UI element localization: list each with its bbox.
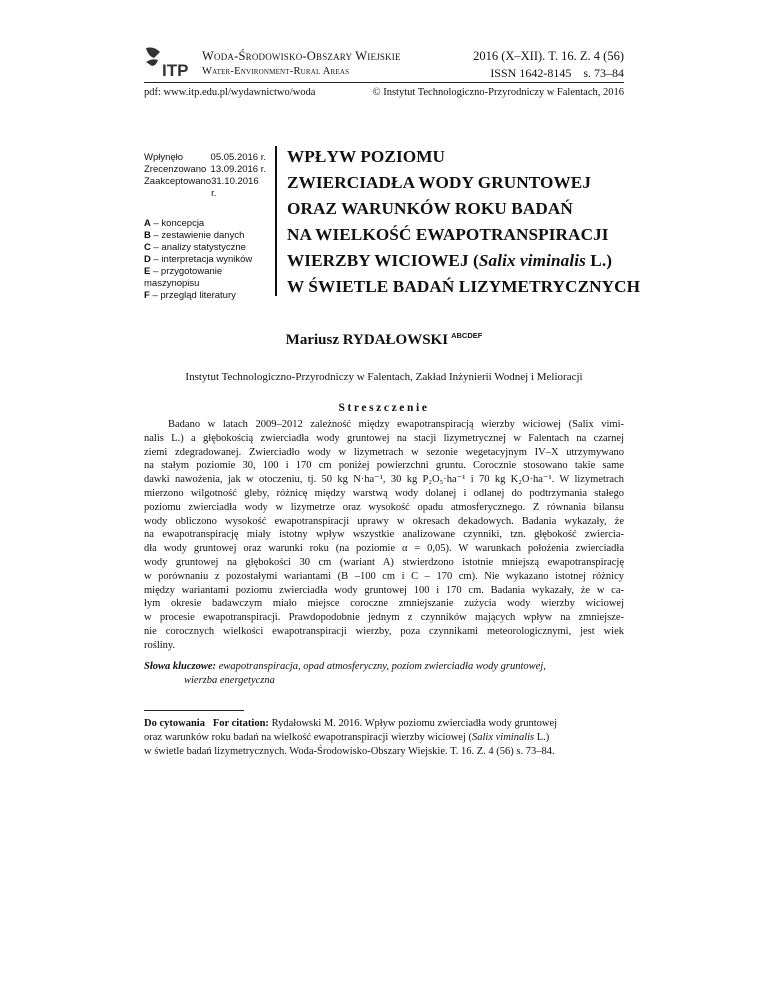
citation-separator: [144, 710, 244, 711]
pdf-link[interactable]: pdf: www.itp.edu.pl/wydawnictwo/woda: [144, 87, 316, 98]
issue-info: 2016 (X–XII). T. 16. Z. 4 (56): [473, 49, 624, 63]
author-roles: ABCDEF: [451, 331, 483, 340]
author-name: Mariusz RYDAŁOWSKI: [285, 332, 449, 348]
abstract-line: łym okresie badawczym miało miejsce coroczne zmniejszanie zużycia wody wierzby wiciowej: [144, 598, 624, 610]
abstract-line: nie corocznych wielkości ewapotranspiracji wierzby, poza czynnikami meteorologicznymi, jest wiek: [144, 625, 624, 637]
abstract-line: w porównaniu z pozostałymi wariantami (B –100 cm i C – 170 cm). Nie wykazano istotnej różnicy: [144, 570, 624, 582]
title-divider: [275, 146, 277, 296]
article-title: WPŁYW POZIOMU ZWIERCIADŁA WODY GRUNTOWEJ ORAZ WARUNKÓW ROKU BADAŃ NA WIELKOŚĆ EWAPOTRANSPIRACJI WIERZBY WICIOWEJ (Salix viminalis L.) W ŚWIETLE BADAŃ LIZYMETRYCZNYCH: [287, 147, 641, 296]
abstract-line: w procesie ewapotranspiracji. Prawdopodobnie jednym z czynników mających wpływ na zmniejsze-: [144, 612, 624, 624]
role-d: D – interpretacja wyników: [144, 254, 253, 265]
affiliation: Instytut Technologiczno-Przyrodniczy w Falentach, Zakład Inżynierii Wodnej i Melioracji: [185, 371, 583, 383]
abstract-heading: Streszczenie: [338, 402, 430, 414]
abstract-line: rośliny.: [144, 639, 176, 651]
author-contributions: [144, 218, 274, 302]
abstract-line: wody gruntowej na głębokości 30 cm (wariant A) stwierdzono istotnie mniejszą ewapotranspirację: [144, 556, 624, 568]
keywords: Słowa kluczowe: ewapotranspiracja, opad atmosferyczny, poziom zwierciadła wody gruntowej, wierzba energetyczna: [144, 661, 546, 686]
author: [0, 331, 768, 349]
logo-leaf-icon: [146, 48, 160, 59]
journal-name-en: Water-Environment-Rural Areas: [202, 66, 350, 77]
abstract-line: wody obliczono wysokość ewapotranspiracji uprawy w okresach dekadowych. Badania wykazały, że: [144, 515, 624, 527]
date-accepted: Zaakceptowano 31.10.2016 r.: [144, 176, 259, 199]
citation: Do cytowania For citation: Rydałowski M. 2016. Wpływ poziomu zwierciadła wody gruntowej oraz warunków roku badań na wielkość ewapotranspiracji wierzby wiciowej (Salix viminalis L.) w świetle badań lizymetrycznych. Woda-Środowisko-Obszary Wiejskie. T. 16. Z. 4 (56) s. 73–84.: [144, 718, 558, 757]
abstract-line: nalis L.) a głębokością zwierciadła wody gruntowej na stacji lizymetrycznej w Falentach na czarnej: [144, 432, 624, 444]
abstract-line: poziomu zwierciadła wody w lizymetrze oraz wysokość opadu atmosferycznego. Z równania bilansu: [144, 501, 624, 513]
abstract-line: Badano w latach 2009–2012 zależność między ewapotranspiracją wierzby wiciowej (Salix vimi-: [168, 419, 624, 430]
role-c: C – analizy statystyczne: [144, 242, 246, 253]
keywords-label: Słowa kluczowe:: [144, 661, 217, 672]
abstract-line: mierzono wilgotność gleby, różnicę między warstwą wody dolanej i odlanej do podtrzymania stałego: [144, 487, 624, 499]
abstract-line: na ewapotranspirację miały istotny wpływ wszystkie analizowane czynniki, tzn. głębokość zwiercia-: [144, 529, 624, 541]
abstract-line: dła wody gruntowej oraz warunki roku (na poziomie α = 0,05). W warunkach położenia zwierciadła: [144, 543, 624, 555]
abstract-line: ziemi zdegradowanej. Zwierciadło wody w lizymetrach w sezonie wegetacyjnym IV–X utrzymywano: [144, 446, 624, 458]
abstract-line: dawki nawożenia, jak w otoczeniu, tj. 50 kg N·ha⁻¹, 30 kg P₂O₅·ha⁻¹ i 70 kg K₂O·ha⁻¹. W lizymetrach: [144, 474, 624, 486]
copyright: © Instytut Technologiczno-Przyrodniczy w Falentach, 2016: [372, 87, 624, 98]
role-f: F – przegląd literatury: [144, 290, 236, 301]
role-b: B – zestawienie danych: [144, 230, 245, 241]
submission-dates: [144, 152, 266, 200]
journal-name-pl: Woda-Środowisko-Obszary Wiejskie: [202, 49, 401, 63]
role-a: A – koncepcja: [144, 218, 205, 229]
itp-logo: [144, 46, 196, 80]
issn-pages: ISSN 1642-8145 s. 73–84: [490, 66, 624, 80]
logo-text: ITP: [162, 61, 189, 80]
header-rule: [144, 82, 624, 83]
role-e: E – przygotowanie maszynopisu: [144, 266, 223, 289]
abstract-line: na stałym poziomie 30, 100 i 170 cm poniżej powierzchni gruntu. Corocznie stosowano takie same: [144, 460, 624, 472]
date-received: Wpłynęło 05.05.2016 r.: [144, 152, 266, 163]
abstract-line: między wariantami poziomu zwierciadła wody gruntowej 100 i 170 cm. Badania wykazały, że w ca-: [144, 584, 624, 596]
abstract-body: [144, 418, 624, 653]
date-reviewed: Zrecenzowano 13.09.2016 r.: [144, 164, 266, 175]
